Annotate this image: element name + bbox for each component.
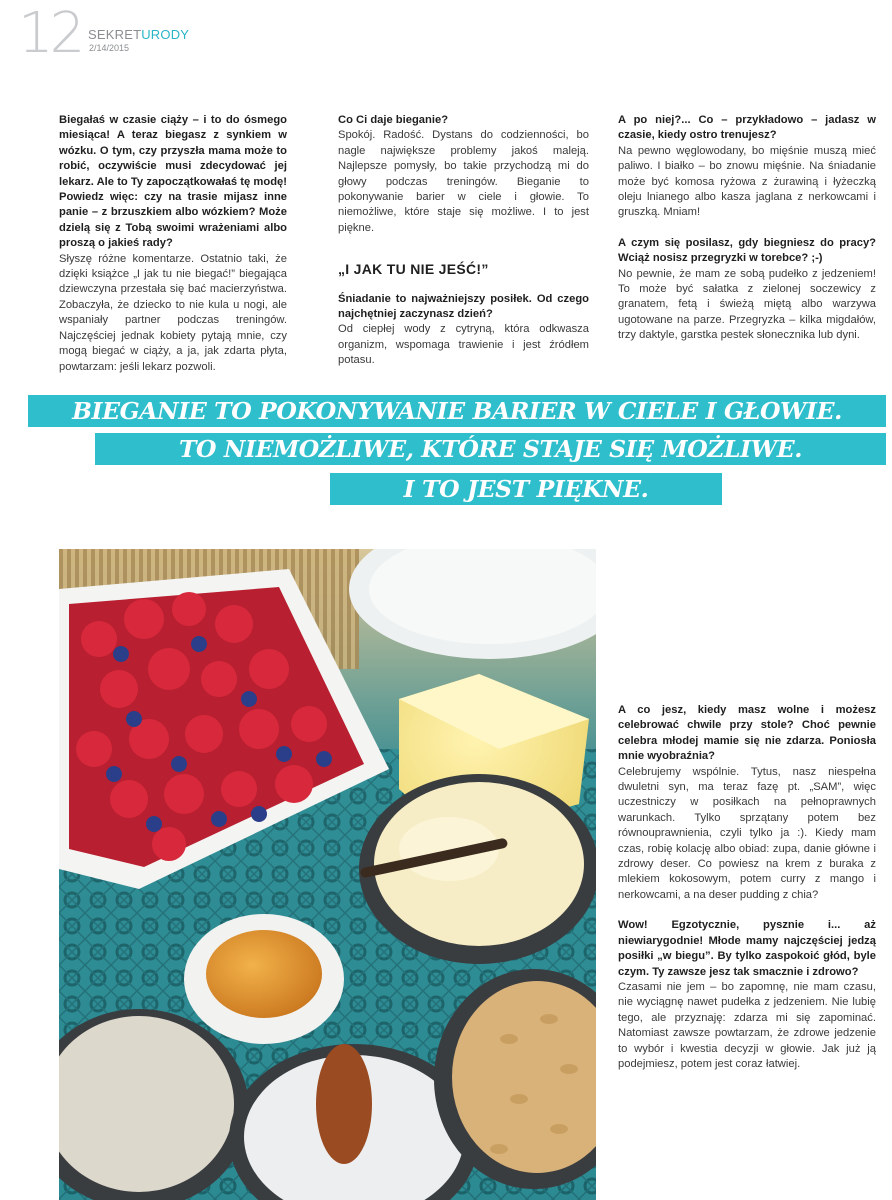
answer: Od ciepłej wody z cytryną, która odkwasza organizm, wspomaga trawienie i jest źródłem potasu. [338, 323, 589, 367]
answer: No pewnie, że mam ze sobą pudełko z jedzeniem! To może być sałatka z zielonej soczewicy z granatem, fetą i świeżą miętą albo warzywa ugotowane na parze. Przegryzka – kilka migdałów, trzy daktyle, garstka pestek słonecznika lub dyni. [618, 267, 876, 342]
article-column-3 [618, 113, 876, 344]
answer: Na pewno węglowodany, bo mięśnie muszą mieć paliwo. I białko – bo znowu mięśnie. Na śniadanie może być komosa ryżowa z żurawiną i łyżeczką oleju lnianego albo kasza jaglana z nerkowcami i gruszką. Mniam! [618, 144, 876, 219]
answer: Spokój. Radość. Dystans do codzienności, bo nagle największe problemy jakoś maleją. Najlepsze pomysły, bo takie przychodzą mi do głowy podczas treningów. Bieganie to pokonywanie barier w ciele i głowie. To niemożliwe, które staje się możliwe. I to jest piękne. [338, 129, 589, 234]
subheading: „I JAK TU NIE JEŚĆ!” [338, 261, 489, 278]
answer: Słyszę różne komentarze. Ostatnio taki, że dzięki książce „I jak tu nie biegać!” biegająca dziewczyna przestała się bać macierzyństwa. Zobaczyła, że dziecko to nie kula u nogi, ale wspaniały partner podczas treningów. Najczęściej jednak kobiety pytają mnie, czy mogą biegać w ciąży, a ja, jak zdarta płyta, powtarzam: jeśli lekarz pozwoli. [59, 252, 287, 373]
section-title [88, 27, 189, 42]
answer: Czasami nie jem – bo zapomnę, nie mam czasu, nie wyciągnę nawet pudełka z jedzeniem. Nie lubię tego, ale przyznaję: zdarza mi się zapominać. Natomiast zawsze powtarzam, że zdrowe jedzenie to wybór i kwestia decyzji w głowie. Jak już ją podejmiesz, potem jest coraz łatwiej. [618, 980, 876, 1070]
section-title-part2: URODY [141, 27, 190, 42]
question: Co Ci daje bieganie? [338, 114, 449, 126]
question: Wow! Egzotycznie, pysznie i... aż niewiarygodnie! Młode mamy najczęściej jedzą posiłki „w biegu”. By tylko zaspokoić głód, byle czym. Ty zawsze jesz tak smacznie i zdrowo? [618, 919, 876, 978]
pull-quote-line-1: BIEGANIE TO POKONYWANIE BARIER W CIELE I GŁOWIE. [28, 395, 886, 427]
issue-date: 2/14/2015 [89, 43, 130, 53]
answer: Celebrujemy wspólnie. Tytus, nasz niespełna dwuletni syn, ma teraz fazę pt. „SAM”, więc uczestniczy w posiłkach na pełnoprawnych warunkach. Tylko sprzątany potem bez równouprawnienia, czyli tylko ja :). Kiedy mam czas, robię kolację albo obiad: zupa, danie główne i zdrowy deser. Co powiesz na krem z buraka z mlekiem kokosowym, potem curry z mango i nerkowcami, a na deser pudding z chia? [618, 765, 876, 901]
page-number: 12 [18, 1, 82, 66]
question: Śniadanie to najważniejszy posiłek. Od czego najchętniej zaczynasz dzień? [338, 292, 589, 321]
article-column-2 [338, 113, 589, 369]
section-title-part1: SEKRET [88, 27, 142, 42]
food-photo-illustration [59, 549, 596, 1200]
pull-quote-line-2: TO NIEMOŻLIWE, KTÓRE STAJE SIĘ MOŻLIWE. [95, 433, 886, 465]
food-photo [59, 549, 596, 1200]
question: Biegałaś w czasie ciąży – i to do ósmego miesiąca! A teraz biegasz z synkiem w wózku. O tym, czy przyszła mama może to robić, oczywiście musi zdecydować jej lekarz. Ale to Ty zapoczątkowałaś tę modę! Powiedz więc: czy na trasie mijasz inne panie – z brzuszkiem albo wózkiem? Może dzielą się z Tobą swoimi wrażeniami albo proszą o jakieś rady? [59, 114, 287, 250]
question: A po niej?... Co – przykładowo – jadasz w czasie, kiedy ostro trenujesz? [618, 114, 876, 142]
question: A co jesz, kiedy masz wolne i możesz celebrować chwile przy stole? Choć pewnie celebra młodej mamie się nie zdarza. Poniosła mnie wyobraźnia? [618, 704, 876, 763]
question: A czym się posilasz, gdy biegniesz do pracy? Wciąż nosisz przegryzki w torebce? ;-) [618, 236, 876, 265]
pull-quote-line-3: I TO JEST PIĘKNE. [330, 473, 722, 505]
article-column-1 [59, 113, 287, 375]
article-column-4 [618, 703, 876, 1072]
